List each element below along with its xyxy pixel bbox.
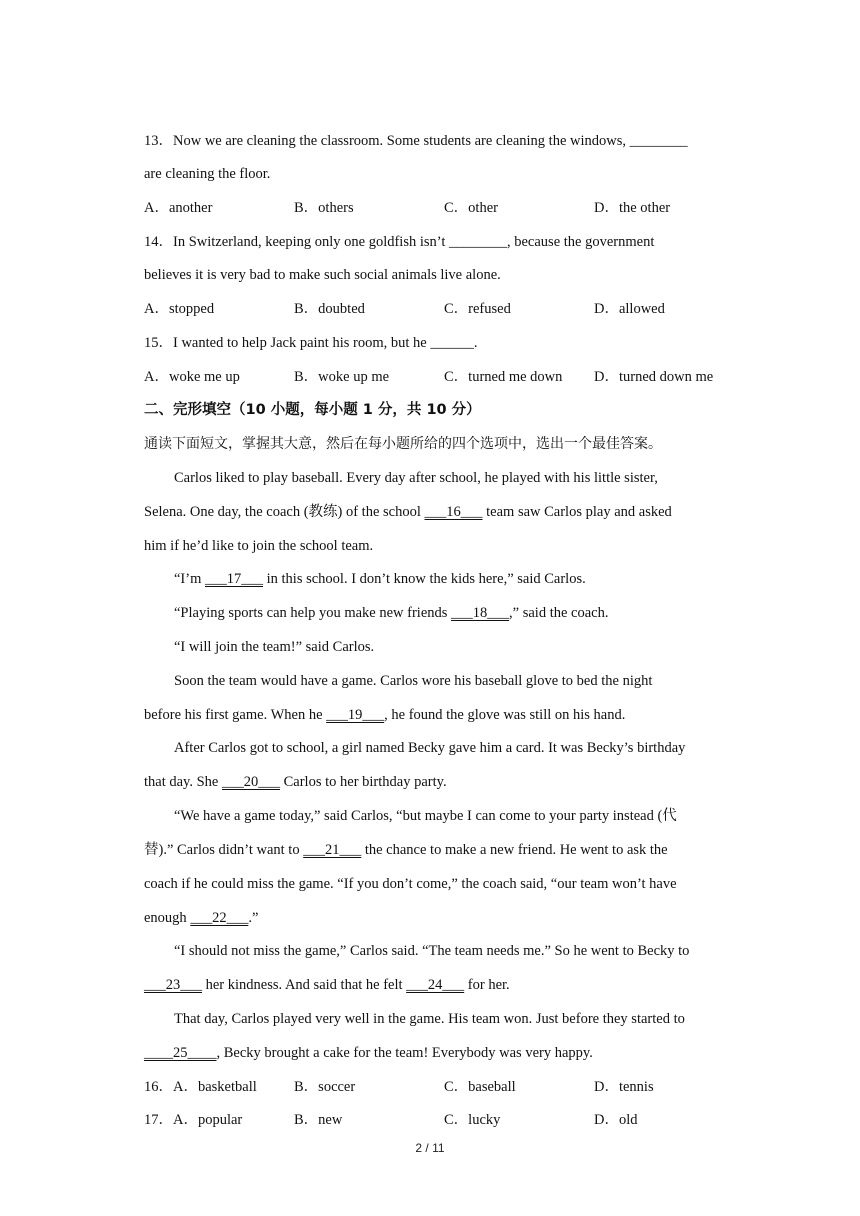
blank-19: ___19___ — [326, 707, 385, 723]
passage-line — [174, 569, 586, 589]
passage-text: for her. — [464, 977, 510, 993]
blank-23: ___23___ — [144, 977, 202, 993]
q16-option-d: D．tennis — [594, 1079, 654, 1095]
passage-line: Carlos liked to play baseball. Every day after school, he played with his little sister, — [174, 470, 658, 486]
q14-stem-line1: 14．In Switzerland, keeping only one goldfish isn’t ________, because the government — [144, 234, 655, 250]
blank-21: ___21___ — [303, 842, 362, 858]
q15-option-c: C．turned me down — [444, 369, 563, 385]
q15-option-a: A．woke me up — [144, 369, 240, 385]
page-number: 2 / 11 — [415, 1141, 445, 1155]
passage-text: Selena. One day, the coach (教练) of the school — [144, 504, 425, 520]
passage-text: “I’m — [174, 571, 205, 587]
passage-line — [144, 975, 510, 995]
blank-24: ___24___ — [406, 977, 465, 993]
passage-line — [144, 1043, 593, 1063]
blank-16: ___16___ — [424, 504, 483, 520]
passage-line — [144, 705, 625, 725]
q15-option-d: D．turned down me — [594, 369, 714, 385]
passage-text: in this school. I don’t know the kids here,” said Carlos. — [263, 571, 586, 587]
passage-line: coach if he could miss the game. “If you don’t come,” the coach said, “our team won’t have — [144, 876, 677, 892]
q13-stem-line1: 13．Now we are cleaning the classroom. Some students are cleaning the windows, ________ — [144, 133, 688, 149]
passage-line: Soon the team would have a game. Carlos wore his baseball glove to bed the night — [174, 673, 653, 689]
passage-line — [174, 603, 609, 623]
passage-line: That day, Carlos played very well in the game. His team won. Just before they started to — [174, 1011, 685, 1027]
q17-option-a: 17．A．popular — [144, 1112, 243, 1128]
q13-stem-line2: are cleaning the floor. — [144, 166, 271, 182]
q14-stem-line2: believes it is very bad to make such social animals live alone. — [144, 267, 501, 283]
q15-stem: 15．I wanted to help Jack paint his room, but he ______. — [144, 335, 478, 351]
passage-line: “I will join the team!” said Carlos. — [174, 639, 375, 655]
passage-text: that day. She — [144, 774, 222, 790]
blank-18: ___18___ — [451, 605, 510, 621]
passage-line: “I should not miss the game,” Carlos said. “The team needs me.” So he went to Becky to — [174, 943, 690, 959]
q15-option-b: B．woke up me — [294, 369, 390, 385]
blank-17: ___17___ — [205, 571, 263, 587]
q13-option-d: D．the other — [594, 200, 671, 216]
passage-text: team saw Carlos play and asked — [482, 504, 672, 520]
passage-line — [144, 772, 447, 792]
passage-line — [144, 502, 672, 522]
blank-20: ___20___ — [222, 774, 280, 790]
q17-option-b: B．new — [294, 1112, 343, 1128]
q14-option-a: A．stopped — [144, 301, 215, 317]
passage-line: him if he’d like to join the school team. — [144, 538, 374, 554]
passage-text: before his first game. When he — [144, 707, 327, 723]
passage-line — [144, 840, 668, 860]
passage-text: , he found the glove was still on his hand. — [384, 707, 626, 723]
q17-option-c: C．lucky — [444, 1112, 501, 1128]
passage-text: .” — [248, 910, 259, 926]
q13-option-c: C．other — [444, 200, 498, 216]
section-instruction: 通读下面短文，掌握其大意，然后在每小题所给的四个选项中，选出一个最佳答案。 — [144, 436, 662, 452]
passage-text: ,” said the coach. — [509, 605, 609, 621]
section-heading: 二、完形填空（10 小题，每小题 1 分，共 10 分） — [144, 402, 481, 418]
q16-option-b: B．soccer — [294, 1079, 356, 1095]
passage-text: , Becky brought a cake for the team! Everybody was very happy. — [216, 1045, 593, 1061]
passage-text: “Playing sports can help you make new friends — [174, 605, 452, 621]
q14-option-d: D．allowed — [594, 301, 665, 317]
passage-text: Carlos to her birthday party. — [280, 774, 447, 790]
q13-option-b: B．others — [294, 200, 354, 216]
passage-text: 替).” Carlos didn’t want to — [144, 842, 304, 858]
passage-line: After Carlos got to school, a girl named Becky gave him a card. It was Becky’s birthday — [174, 740, 686, 756]
q16-option-a: 16．A．basketball — [144, 1079, 257, 1095]
blank-25: ____25____ — [144, 1045, 217, 1061]
passage-text: her kindness. And said that he felt — [202, 977, 407, 993]
blank-22: ___22___ — [190, 910, 249, 926]
q17-option-d: D．old — [594, 1112, 638, 1128]
q13-option-a: A．another — [144, 200, 213, 216]
q14-option-b: B．doubted — [294, 301, 365, 317]
passage-text: the chance to make a new friend. He went to ask the — [361, 842, 668, 858]
passage-line: “We have a game today,” said Carlos, “but maybe I can come to your party instead (代 — [174, 808, 677, 824]
passage-text: enough — [144, 910, 191, 926]
passage-line — [144, 908, 258, 928]
q16-option-c: C．baseball — [444, 1079, 516, 1095]
q14-option-c: C．refused — [444, 301, 511, 317]
